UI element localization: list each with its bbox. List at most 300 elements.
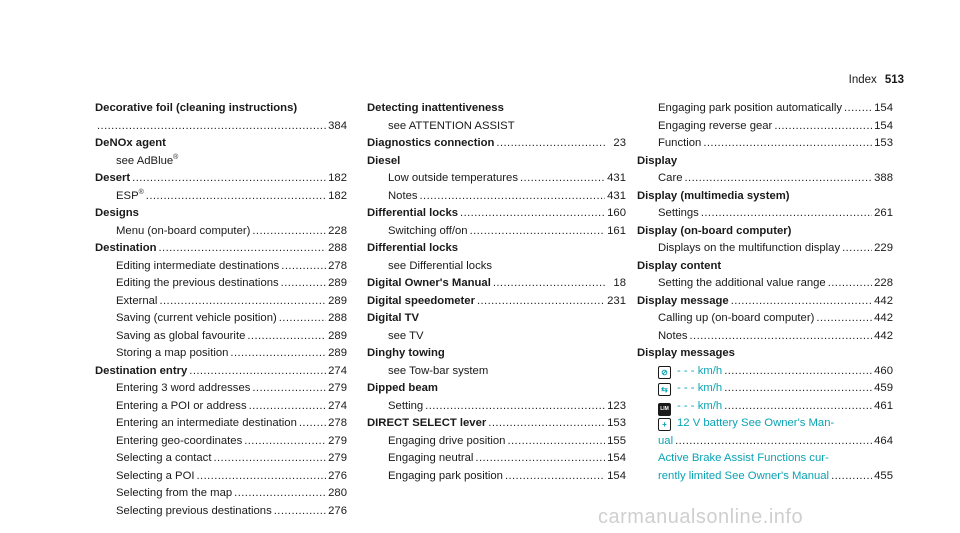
index-subentry[interactable]	[637, 433, 893, 451]
leader-dots	[299, 100, 327, 118]
entry-label: Switching off/on	[388, 224, 468, 237]
index-entry[interactable]	[95, 170, 347, 188]
page-reference	[875, 188, 893, 206]
page-reference	[608, 380, 626, 398]
entry-text	[637, 345, 735, 363]
index-subentry[interactable]	[367, 223, 626, 241]
watermark: carmanualsonline.info	[598, 506, 804, 528]
entry-label: see ATTENTION ASSIST	[388, 119, 515, 132]
entry-label: Dinghy towing	[367, 347, 445, 359]
entry-label: Engaging park position	[388, 469, 503, 482]
leader-dots	[477, 293, 605, 311]
index-subentry[interactable]	[637, 398, 893, 416]
speed-limit-icon: ⊘	[658, 366, 671, 379]
page-reference[interactable]: 23	[613, 137, 626, 149]
battery-icon: +	[658, 418, 671, 431]
leader-dots	[731, 293, 872, 311]
index-subentry[interactable]	[95, 380, 347, 398]
leader-dots	[842, 240, 872, 258]
index-subentry[interactable]	[95, 188, 347, 206]
leader-dots	[299, 415, 326, 433]
leader-dots	[724, 398, 872, 416]
entry-label: Selecting a contact	[116, 452, 212, 464]
entry-text	[116, 188, 144, 206]
index-subentry[interactable]	[95, 433, 347, 451]
index-column-1	[95, 100, 347, 520]
entry-text	[95, 100, 297, 118]
entry-label: Engaging neutral	[388, 452, 474, 464]
entry-label: Function	[658, 137, 702, 149]
page-reference[interactable]: 289	[328, 347, 347, 359]
leader-dots	[281, 275, 326, 293]
index-entry[interactable]	[367, 205, 626, 223]
page-reference[interactable]: 261	[874, 207, 893, 219]
entry-label: Digital Owner's Manual	[367, 277, 491, 289]
page-reference	[608, 345, 626, 363]
entry-text	[116, 468, 195, 486]
index-subentry[interactable]	[637, 205, 893, 223]
entry-text	[388, 223, 468, 241]
index-subentry	[367, 363, 626, 381]
page-reference[interactable]: 279	[328, 452, 347, 464]
entry-text	[95, 205, 139, 223]
entry-label: Display content	[637, 259, 722, 272]
index-entry	[367, 153, 626, 171]
index-subentry[interactable]	[95, 450, 347, 468]
leader-dots	[505, 468, 605, 486]
leader-dots	[703, 135, 872, 153]
entry-label: Storing a map position	[116, 347, 229, 359]
leader-dots	[447, 345, 606, 363]
leader-dots	[685, 170, 873, 188]
index-subentry[interactable]	[367, 433, 626, 451]
index-subentry[interactable]	[637, 310, 893, 328]
entry-text	[116, 328, 245, 346]
entry-text	[367, 345, 445, 363]
entry-text	[637, 153, 677, 171]
page-header	[849, 74, 904, 86]
leader-dots	[420, 188, 606, 206]
index-subentry[interactable]	[637, 380, 893, 398]
page-reference	[608, 328, 626, 346]
entry-text	[388, 170, 518, 188]
entry-text	[95, 135, 166, 153]
index-entry	[367, 310, 626, 328]
page-reference	[875, 345, 893, 363]
page-reference[interactable]: 442	[874, 312, 893, 324]
entry-label: Diesel	[367, 154, 401, 167]
entry-text	[116, 433, 242, 451]
page-reference[interactable]: 288	[328, 312, 347, 324]
page-reference[interactable]: 123	[607, 399, 626, 412]
entry-label: see AdBlue	[116, 154, 174, 167]
entry-label: Calling up (on-board computer)	[658, 312, 815, 324]
entry-text	[367, 100, 504, 118]
page-reference[interactable]: 288	[328, 242, 347, 254]
entry-text	[388, 118, 515, 136]
page-reference[interactable]: 442	[874, 294, 893, 307]
entry-text	[658, 170, 683, 188]
entry-text	[388, 363, 488, 381]
leader-dots	[828, 275, 872, 293]
entry-label: Digital TV	[367, 312, 420, 324]
entry-label: see TV	[388, 329, 424, 342]
leader-dots	[402, 153, 606, 171]
entry-label: Entering 3 word addresses	[116, 382, 251, 394]
entry-text	[95, 240, 157, 258]
leader-dots	[470, 223, 606, 241]
leader-dots	[675, 433, 872, 451]
leader-dots	[701, 205, 872, 223]
entry-text	[116, 345, 228, 363]
index-entry	[637, 153, 893, 171]
entry-label: Low outside temperatures	[388, 172, 518, 184]
entry-text	[637, 258, 721, 276]
page-reference[interactable]: 231	[607, 294, 626, 307]
entry-label: Digital speedometer	[367, 294, 475, 307]
entry-text	[388, 433, 505, 451]
index-subentry[interactable]	[95, 503, 347, 521]
entry-label: Dipped beam	[367, 382, 438, 394]
index-subentry[interactable]	[637, 100, 893, 118]
leader-dots	[475, 450, 605, 468]
index-entry	[367, 345, 626, 363]
index-subentry[interactable]	[637, 363, 893, 381]
index-subentry[interactable]	[637, 468, 893, 486]
index-subentry[interactable]	[95, 398, 347, 416]
index-entry[interactable]	[367, 293, 626, 311]
page-reference	[329, 135, 347, 153]
page-reference	[329, 153, 347, 171]
entry-label: Decorative foil (cleaning instructions)	[95, 102, 298, 114]
index-subentry[interactable]	[95, 345, 347, 363]
entry-label: Setting the additional value range	[658, 277, 826, 289]
leader-dots	[159, 293, 326, 311]
index-subentry[interactable]	[367, 170, 626, 188]
entry-label: Differential locks	[367, 242, 459, 254]
page-number: 513	[884, 74, 904, 86]
index-column-2	[367, 100, 626, 485]
leader-dots	[844, 100, 872, 118]
page-reference[interactable]: 442	[874, 329, 893, 342]
entry-label: Saving (current vehicle position)	[116, 312, 277, 324]
index-entry[interactable]	[367, 415, 626, 433]
page-reference[interactable]: 459	[874, 382, 893, 394]
leader-dots	[159, 240, 327, 258]
entry-text	[658, 135, 701, 153]
page-reference[interactable]: 153	[607, 417, 626, 429]
index-subentry	[367, 118, 626, 136]
index-subentry[interactable]	[95, 293, 347, 311]
entry-label: Designs	[95, 207, 139, 219]
page-reference[interactable]: 384	[328, 119, 347, 132]
page-reference	[875, 223, 893, 241]
entry-text	[658, 380, 722, 398]
entry-text	[95, 170, 130, 188]
page-reference[interactable]: 289	[328, 329, 347, 342]
page-reference[interactable]: 154	[874, 102, 893, 114]
page-reference[interactable]: 155	[607, 434, 626, 447]
page-reference[interactable]: 276	[328, 469, 347, 482]
page-reference	[608, 240, 626, 258]
entry-label: DeNOx agent	[95, 137, 166, 149]
entry-text	[658, 205, 699, 223]
entry-label: Selecting previous destinations	[116, 504, 272, 517]
page-reference[interactable]: 279	[328, 434, 347, 447]
entry-label: Notes	[388, 189, 418, 202]
entry-label: Differential locks	[367, 207, 459, 219]
leader-dots	[244, 433, 326, 451]
leader-dots	[724, 380, 872, 398]
page-reference[interactable]: 274	[328, 364, 347, 377]
page-reference[interactable]: 182	[328, 172, 347, 184]
index-entry	[367, 240, 626, 258]
entry-label: Display	[637, 154, 678, 167]
entry-text	[116, 450, 211, 468]
entry-text	[367, 415, 486, 433]
index-subentry	[367, 328, 626, 346]
leader-dots	[168, 135, 327, 153]
entry-label: Detecting inattentiveness	[367, 102, 504, 114]
entry-label: Selecting from the map	[116, 487, 233, 499]
index-subentry[interactable]	[95, 485, 347, 503]
leader-dots	[97, 118, 326, 136]
page-reference[interactable]: 276	[328, 504, 347, 517]
page-reference[interactable]: 161	[607, 224, 626, 237]
leader-dots	[440, 380, 606, 398]
entry-text	[658, 415, 834, 433]
page-reference	[875, 153, 893, 171]
entry-label: Active Brake Assist Functions cur-	[658, 452, 829, 464]
index-subentry[interactable]	[95, 118, 347, 136]
entry-label: Entering geo-coordinates	[116, 434, 243, 447]
index-subentry[interactable]	[95, 275, 347, 293]
index-subentry[interactable]	[637, 240, 893, 258]
index-subentry	[95, 153, 347, 171]
page-reference[interactable]: 228	[328, 224, 347, 237]
leader-dots	[737, 345, 873, 363]
entry-label: Display message	[637, 294, 729, 307]
index-subentry[interactable]	[637, 118, 893, 136]
page-reference	[608, 153, 626, 171]
leader-dots	[496, 135, 606, 153]
entry-text	[116, 485, 232, 503]
index-subentry[interactable]	[637, 135, 893, 153]
entry-text	[388, 328, 424, 346]
page-reference[interactable]: 154	[607, 452, 626, 464]
leader-dots	[213, 450, 326, 468]
page-reference[interactable]: 153	[874, 137, 893, 149]
leader-dots	[252, 223, 326, 241]
leader-dots	[816, 310, 872, 328]
page-reference[interactable]: 229	[874, 242, 893, 254]
leader-dots	[507, 433, 605, 451]
entry-label: Settings	[658, 207, 699, 219]
entry-text	[658, 450, 829, 468]
index-subentry[interactable]	[95, 328, 347, 346]
entry-label: - - - km/h	[677, 399, 723, 412]
entry-text	[658, 100, 842, 118]
leader-dots	[132, 170, 326, 188]
limiter-icon: LIM	[658, 403, 671, 416]
entry-label: 12 V battery See Owner's Man-	[677, 417, 835, 429]
page-reference	[875, 415, 893, 433]
page-reference[interactable]: 279	[328, 382, 347, 394]
entry-text	[658, 310, 814, 328]
index-subentry[interactable]	[95, 223, 347, 241]
entry-label: Desert	[95, 172, 131, 184]
entry-label: External	[116, 294, 158, 307]
entry-label: see Differential locks	[388, 259, 493, 272]
leader-dots	[724, 363, 872, 381]
entry-label: Display messages	[637, 347, 735, 359]
entry-label: rently limited See Owner's Manual	[658, 469, 830, 482]
index-entry	[367, 380, 626, 398]
index-entry[interactable]	[367, 275, 626, 293]
entry-label: ESP	[116, 189, 139, 202]
leader-dots	[723, 258, 873, 276]
index-subentry[interactable]	[95, 468, 347, 486]
leader-dots	[679, 153, 873, 171]
entry-text	[388, 188, 418, 206]
entry-label: Displays on the multifunction display	[658, 242, 841, 254]
page-reference[interactable]: 160	[607, 207, 626, 219]
entry-text	[367, 310, 419, 328]
entry-label: Destination	[95, 242, 157, 254]
entry-text	[116, 415, 297, 433]
page-reference[interactable]: 278	[328, 259, 347, 272]
entry-label: Entering a POI or address	[116, 399, 247, 412]
page-reference[interactable]: 464	[874, 434, 893, 447]
page-reference[interactable]: 18	[613, 277, 626, 289]
index-entry[interactable]	[367, 135, 626, 153]
index-subentry	[637, 415, 893, 433]
entry-text	[637, 223, 791, 241]
entry-label: - - - km/h	[677, 382, 723, 394]
entry-text	[637, 293, 729, 311]
entry-label: Selecting a POI	[116, 469, 195, 482]
page-reference[interactable]: 431	[607, 172, 626, 184]
page-reference	[329, 205, 347, 223]
index-label: Index	[848, 74, 877, 86]
leader-dots	[793, 223, 873, 241]
page-reference[interactable]: 228	[874, 277, 893, 289]
index-subentry[interactable]	[95, 258, 347, 276]
entry-label: see Tow-bar system	[388, 364, 489, 377]
leader-dots	[488, 415, 605, 433]
page-reference[interactable]: 461	[874, 399, 893, 412]
leader-dots	[197, 468, 327, 486]
index-subentry[interactable]	[637, 275, 893, 293]
entry-text	[367, 205, 458, 223]
index-subentry[interactable]	[367, 468, 626, 486]
registered-mark: ®	[138, 188, 144, 196]
entry-text	[116, 223, 250, 241]
page-reference[interactable]: 455	[874, 469, 893, 482]
leader-dots	[146, 188, 326, 206]
entry-text	[367, 293, 475, 311]
entry-text	[658, 433, 673, 451]
index-subentry	[637, 450, 893, 468]
leader-dots	[520, 170, 605, 188]
page-reference[interactable]: 280	[328, 487, 347, 499]
entry-text	[388, 258, 492, 276]
leader-dots	[180, 153, 327, 171]
leader-dots	[690, 328, 873, 346]
entry-label: Setting	[388, 399, 424, 412]
page-reference[interactable]: 154	[607, 469, 626, 482]
leader-dots	[189, 363, 326, 381]
leader-dots	[234, 485, 326, 503]
index-subentry[interactable]	[637, 328, 893, 346]
index-entry	[367, 100, 626, 118]
entry-text	[637, 188, 790, 206]
entry-text	[658, 275, 826, 293]
entry-text	[658, 328, 688, 346]
leader-dots	[460, 205, 605, 223]
index-entry	[95, 135, 347, 153]
leader-dots	[493, 275, 606, 293]
leader-dots	[494, 258, 606, 276]
page-reference[interactable]: 431	[607, 189, 626, 202]
page-reference[interactable]: 388	[874, 172, 893, 184]
leader-dots	[517, 118, 606, 136]
leader-dots	[249, 398, 327, 416]
index-entry	[637, 223, 893, 241]
index-subentry[interactable]	[95, 310, 347, 328]
page-reference[interactable]: 460	[874, 364, 893, 377]
page-reference[interactable]: 289	[328, 277, 347, 289]
index-subentry[interactable]	[367, 398, 626, 416]
entry-text	[658, 363, 722, 381]
leader-dots	[792, 188, 873, 206]
index-subentry[interactable]	[637, 170, 893, 188]
page-reference[interactable]: 274	[328, 399, 347, 412]
entry-label: Display (multimedia system)	[637, 189, 790, 202]
entry-text	[367, 153, 400, 171]
entry-label: Engaging park position automatically	[658, 102, 842, 114]
page-reference[interactable]: 182	[328, 189, 347, 202]
index-entry	[95, 205, 347, 223]
leader-dots	[426, 328, 606, 346]
index-subentry[interactable]	[367, 188, 626, 206]
entry-label: Saving as global favourite	[116, 329, 246, 342]
page-reference	[608, 118, 626, 136]
leader-dots	[421, 310, 606, 328]
index-subentry	[367, 258, 626, 276]
entry-text	[658, 240, 840, 258]
entry-text	[388, 450, 473, 468]
index-entry[interactable]	[95, 240, 347, 258]
leader-dots	[836, 415, 873, 433]
index-entry[interactable]	[95, 363, 347, 381]
page-reference[interactable]: 154	[874, 119, 893, 132]
entry-text	[116, 310, 277, 328]
page-reference[interactable]: 278	[328, 417, 347, 429]
index-subentry[interactable]	[95, 415, 347, 433]
entry-label: - - - km/h	[677, 364, 723, 377]
page-reference[interactable]: 289	[328, 294, 347, 307]
page-reference	[608, 363, 626, 381]
entry-text	[367, 135, 494, 153]
entry-text	[116, 293, 157, 311]
distance-assist-icon: ⇆	[658, 383, 671, 396]
index-subentry[interactable]	[367, 450, 626, 468]
leader-dots	[831, 450, 873, 468]
page-reference	[608, 100, 626, 118]
entry-label: DIRECT SELECT lever	[367, 417, 487, 429]
index-entry[interactable]	[637, 293, 893, 311]
